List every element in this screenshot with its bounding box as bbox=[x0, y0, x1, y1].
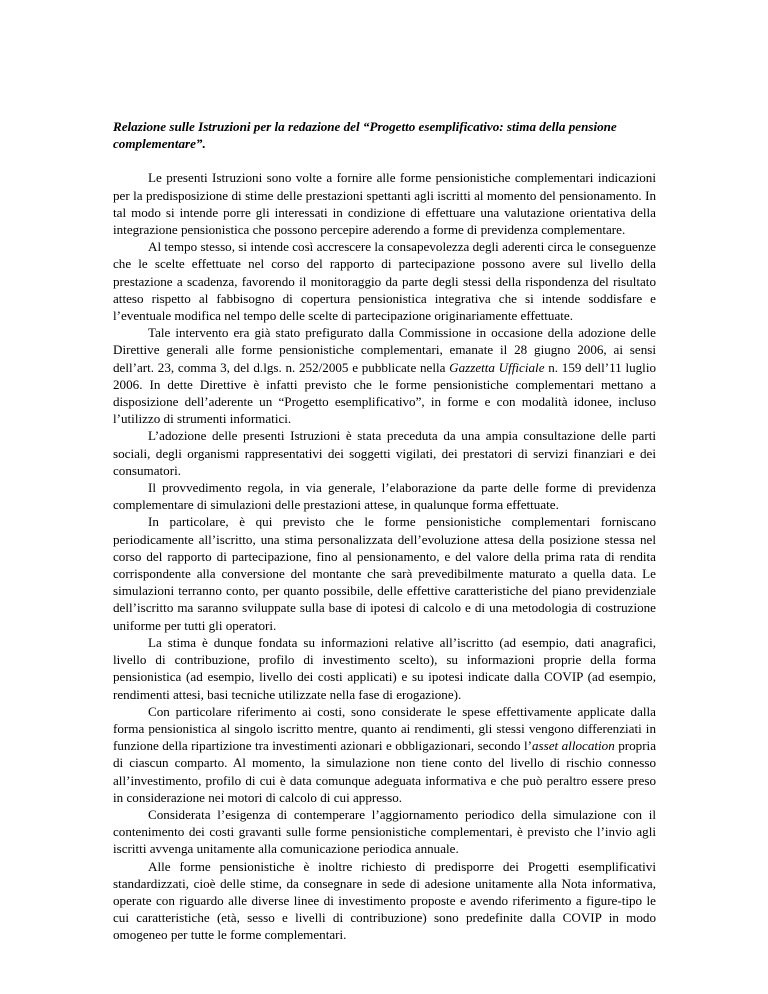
text-run: Al tempo stesso, si intende così accrescere la consapevolezza degli aderenti circa le conseguenze che le scelte effettuate nel corso del rapporto di partecipazione possono avere sul livello della prestazione a scadenza, favorendo il monitoraggio da parte degli stessi della rispondenza del risultato atteso rispetto al fabbisogno di copertura pensionistica integrativa che si intende soddisfare e l’eventuale modifica nel tempo delle scelte di partecipazione originariamente effettuate. bbox=[113, 239, 656, 324]
document-title: Relazione sulle Istruzioni per la redazione del “Progetto esemplificativo: stima della pensione complementare”. bbox=[113, 119, 617, 152]
text-run: La stima è dunque fondata su informazioni relative all’iscritto (ad esempio, dati anagrafici, livello di contribuzione, profilo di investimento scelto), su informazioni proprie della forma pensionistica (ad esempio, livello dei costi applicati) e su ipotesi indicate dalla COVIP (ad esempio, rendimenti attesi, basi tecniche utilizzate nella fase di erogazione). bbox=[113, 634, 656, 702]
body-paragraph bbox=[113, 427, 656, 479]
italic-text-run: asset allocation bbox=[532, 738, 615, 754]
text-run: Tale intervento era già stato prefigurato dalla Commissione in occasione della adozione delle Direttive generali alle forme pensionistiche complementari, emanate il 28 giugno 2006, ai sensi dell’art. 23, comma 3, del d.lgs. n. 252/2005 e pubblicate nella bbox=[113, 325, 656, 375]
text-run: Alle forme pensionistiche è inoltre richiesto di predisporre dei Progetti esemplificativi standardizzati, cioè delle stime, da consegnare in sede di adesione unitamente alla Nota informativa, operate con riguardo alle diverse linee di investimento proposte e avendo riferimento a figure-tipo le cui caratteristiche (età, sesso e livelli di contribuzione) sono predefinite dalla COVIP in modo omogeneo per tutte le forme complementari. bbox=[113, 858, 656, 943]
text-run: L’adozione delle presenti Istruzioni è stata preceduta da una ampia consultazione delle parti sociali, degli organismi rappresentativi dei soggetti vigilati, dei prestatori di servizi finanziari e dei consumatori. bbox=[113, 428, 656, 478]
body-paragraph bbox=[113, 238, 656, 324]
body-paragraph bbox=[113, 703, 656, 806]
text-run: n. 159 dell’11 luglio 2006. In dette Direttive è infatti previsto che le forme pensionistiche complementari mettano a disposizione dell’aderente un “Progetto esemplificativo”, in forme e con modalità idonee, incluso l’utilizzo di strumenti informatici. bbox=[113, 359, 657, 427]
text-run: In particolare, è qui previsto che le forme pensionistiche complementari forniscano periodicamente all’iscritto, una stima personalizzata dell’evoluzione attesa della posizione stessa nel corso del rapporto di partecipazione, fino al pensionamento, e del valore della prima rata di rendita corrispondente alla conversione del montante che sarà prevedibilmente maturato a quella data. Le simulazioni terranno conto, per quanto possibile, delle effettive caratteristiche del piano previdenziale dell’iscritto ma saranno sviluppate sulla base di ipotesi di calcolo e di una metodologia di costruzione uniforme per tutti gli operatori. bbox=[113, 514, 656, 633]
body-paragraph bbox=[113, 169, 656, 238]
body-paragraph bbox=[113, 806, 656, 858]
text-run: propria di ciascun comparto. Al momento, la simulazione non tiene conto del livello di rischio connesso all’investimento, profilo di cui è data comunque adeguata informativa e che può peraltro essere preso in considerazione nei motori di calcolo di cui appresso. bbox=[113, 738, 657, 805]
italic-text-run: Gazzetta Ufficiale bbox=[449, 359, 545, 375]
text-run: Le presenti Istruzioni sono volte a fornire alle forme pensionistiche complementari indicazioni per la predisposizione di stime delle prestazioni spettanti agli iscritti al momento del pensionamento. In tal modo si intende porre gli interessati in condizione di effettuare una valutazione orientativa della integrazione pensionistica che possono percepire aderendo a forme di previdenza complementare. bbox=[113, 170, 656, 238]
body-paragraph bbox=[113, 513, 656, 633]
body-paragraph bbox=[113, 479, 656, 513]
body-paragraph bbox=[113, 324, 656, 427]
body-paragraph bbox=[113, 858, 656, 944]
text-run: Il provvedimento regola, in via generale, l’elaborazione da parte delle forme di previdenza complementare di simulazioni delle prestazioni attese, in qualunque forma effettuate. bbox=[113, 480, 656, 513]
document-body bbox=[113, 169, 656, 943]
body-paragraph bbox=[113, 634, 656, 703]
text-run: Con particolare riferimento ai costi, sono considerate le spese effettivamente applicate dalla forma pensionistica al singolo iscritto mentre, quanto ai rendimenti, gli stessi vengono differenziati in funzione della ripartizione tra investimenti azionari e obbligazionari, secondo l’ bbox=[113, 703, 656, 754]
document-page bbox=[113, 118, 656, 944]
text-run: Considerata l’esigenza di contemperare l’aggiornamento periodico della simulazione con il contenimento dei costi gravanti sulle forme pensionistiche complementari, è previsto che l’invio agli iscritti avvenga unitamente alla comunicazione periodica annuale. bbox=[113, 806, 656, 857]
